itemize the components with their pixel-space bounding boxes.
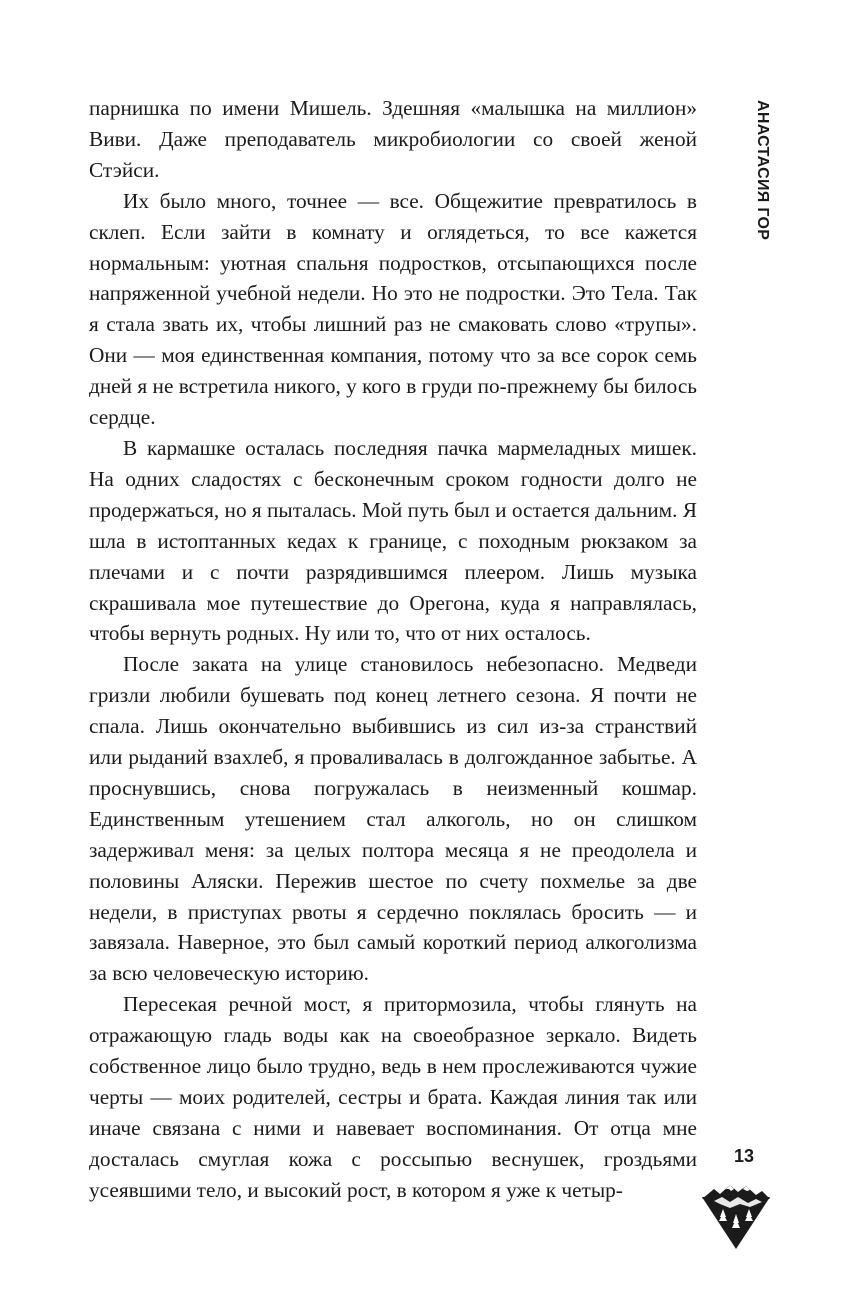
- body-text: [89, 93, 697, 1206]
- mountain-forest-icon: [700, 1183, 772, 1251]
- paragraph-4: После заката на улице становилось небезопасно. Медведи гризли любили бушевать под конец летнего сезона. Я почти не спала. Лишь окончательно выбившись из сил из-за странствий или рыданий взахлеб, я проваливалась в долгожданное забытье. А проснувшись, снова погружалась в неизменный кошмар. Единственным утешением стал алкоголь, но он слишком задерживал меня: за целых полтора месяца я не преодолела и половины Аляски. Пережив шестое по счету похмелье за две недели, в приступах рвоты я сердечно поклялась бросить — и завязала. Наверное, это был самый короткий период алкоголизма за всю человеческую историю.: [89, 652, 697, 986]
- paragraph-2: Их было много, точнее — все. Общежитие превратилось в склеп. Если зайти в комнату и оглядеться, то все кажется нормальным: уютная спальня подростков, отсыпающихся после напряженной учебной недели. Но это не подростки. Это Тела. Так я стала звать их, чтобы лишний раз не смаковать слово «трупы». Они — моя единственная компания, потому что за все сорок семь дней я не встретила никого, у кого в груди по-прежнему бы билось сердце.: [89, 188, 697, 430]
- paragraph-1: парнишка по имени Мишель. Здешняя «малышка на миллион» Виви. Даже преподаватель микробиологии со своей женой Стэйси.: [89, 96, 697, 182]
- paragraph-3: В кармашке осталась последняя пачка мармеладных мишек. На одних сладостях с бесконечным сроком годности долго не продержаться, но я пыталась. Мой путь был и остается дальним. Я шла в истоптанных кедах к границе, с походным рюкзаком за плечами и с почти разрядившимся плеером. Лишь музыка скрашивала мое путешествие до Орегона, куда я направлялась, чтобы вернуть родных. Ну или то, что от них осталось.: [89, 435, 698, 646]
- running-head-author: АНАСТАСИЯ ГОР: [754, 100, 771, 241]
- paragraph-5: Пересекая речной мост, я притормозила, чтобы глянуть на отражающую гладь воды как на своеобразное зеркало. Видеть собственное лицо было трудно, ведь в нем прослеживаются чужие черты — моих родителей, сестры и брата. Каждая линия так или иначе связана с ними и навевает воспоминания. От отца мне досталась смуглая кожа с россыпью веснушек, гроздьями усеявшими тело, и высокий рост, в котором я уже к четыр-: [89, 992, 697, 1202]
- page-number: 13: [733, 1146, 755, 1166]
